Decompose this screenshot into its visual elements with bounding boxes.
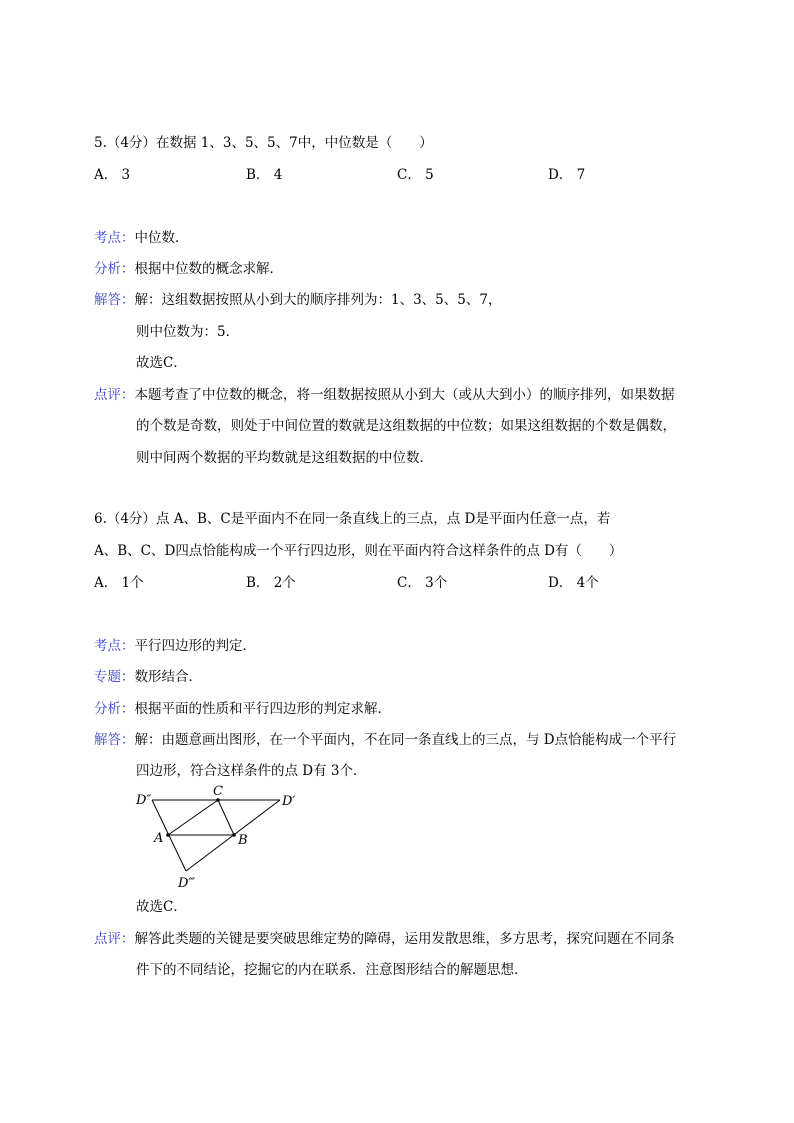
q6-dianping-line-1: 解答此类题的关键是要突破思维定势的障碍，运用发散思维，多方思考，探究问题在不同条 (134, 931, 675, 947)
label-d1: D′ (282, 794, 296, 809)
q6-kaodian-label: 考点： (94, 638, 135, 654)
label-c: C (213, 784, 223, 799)
q5-dianping-line-1: 本题考查了中位数的概念，将一组数据按照从小到大（或从大到小）的顺序排列，如果数据 (134, 387, 675, 403)
q5-option-d: D． 7 (548, 167, 586, 183)
q6-dianping (94, 930, 675, 948)
q5-kaodian-label: 考点： (94, 230, 135, 246)
q5-fenxi-text: 根据中位数的概念求解． (134, 261, 283, 277)
q6-stem-line-1: 6.（4分）点 A、B、C是平面内不在同一条直线上的三点，点 D是平面内任意一点，若 (94, 511, 611, 527)
q5-jieda-label: 解答： (94, 292, 135, 308)
q5-option-a: A． 3 (94, 167, 131, 183)
q6-zhuanti-text: 数形结合． (134, 669, 202, 685)
q5-kaodian-text: 中位数． (134, 230, 189, 246)
q5-dianping-label: 点评： (94, 387, 135, 403)
q5-fenxi-label: 分析： (94, 261, 135, 277)
label-d3: D‴ (178, 876, 196, 891)
point-b (232, 833, 236, 837)
q6-jieda-label: 解答： (94, 732, 135, 748)
q5-jieda (94, 291, 501, 309)
q6-zhuanti (94, 668, 202, 686)
q5-stem: 5.（4分）在数据 1、3、5、5、7中，中位数是（ ） (94, 135, 433, 151)
q6-zhuanti-label: 专题： (94, 669, 135, 685)
q6-option-a: A． 1个 (94, 575, 144, 591)
label-d2: D″ (136, 793, 152, 808)
q6-jieda (94, 731, 676, 749)
q5-fenxi (94, 260, 283, 278)
q5-dianping-line-3: 则中间两个数据的平均数就是这组数据的中位数． (136, 450, 433, 466)
q5-kaodian (94, 229, 189, 247)
q6-kaodian (94, 637, 256, 655)
parallelogram-figure (130, 783, 310, 893)
q5-jieda-line-3: 故选C． (136, 355, 187, 371)
line-a-c (168, 800, 218, 835)
q5-option-b: B． 4 (246, 167, 283, 183)
q6-jieda-line-1: 解：由题意画出图形，在一个平面内，不在同一条直线上的三点，与 D点恰能构成一个平行 (134, 732, 677, 748)
q5-jieda-line-1: 解：这组数据按照从小到大的顺序排列为：1、3、5、5、7， (134, 292, 502, 308)
q6-dianping-label: 点评： (94, 931, 135, 947)
q6-option-c: C． 3个 (397, 575, 448, 591)
q6-jieda-end: 故选C． (136, 899, 187, 915)
q6-kaodian-text: 平行四边形的判定． (134, 638, 256, 654)
line-c-b (218, 800, 234, 835)
q6-fenxi-label: 分析： (94, 701, 135, 717)
q6-stem-line-2: A、B、C、D四点恰能构成一个平行四边形，则在平面内符合这样条件的点 D有（ ） (94, 543, 623, 559)
label-a: A (154, 831, 164, 846)
q5-dianping-line-2: 的个数是奇数，则处于中间位置的数就是这组数据的中位数；如果这组数据的个数是偶数， (136, 418, 676, 434)
q6-option-d: D． 4个 (548, 575, 599, 591)
q5-jieda-line-2: 则中位数为：5． (136, 324, 240, 340)
q5-option-c: C． 5 (397, 167, 434, 183)
q6-dianping-line-2: 件下的不同结论，挖掘它的内在联系．注意图形结合的解题思想． (136, 962, 528, 978)
q5-dianping (94, 386, 675, 404)
q6-jieda-line-2: 四边形，符合这样条件的点 D有 3个． (136, 763, 367, 779)
q6-option-b: B． 2个 (246, 575, 296, 591)
q6-fenxi-text: 根据平面的性质和平行四边形的判定求解． (134, 701, 391, 717)
label-b: B (238, 833, 248, 848)
q6-fenxi (94, 700, 391, 718)
point-a (166, 833, 170, 837)
